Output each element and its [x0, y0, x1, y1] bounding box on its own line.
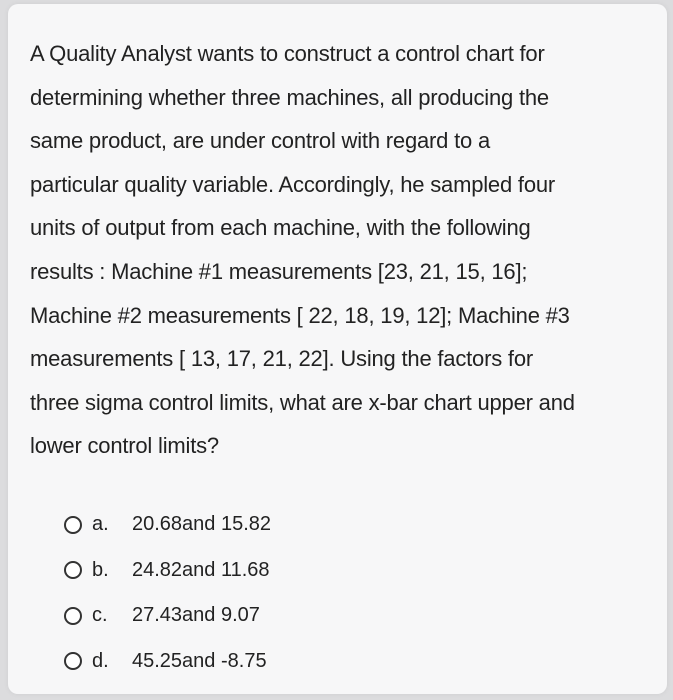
question-line: results : Machine #1 measurements [23, 21, 15, 16]; — [30, 258, 528, 284]
option-letter: c. — [92, 604, 108, 627]
question-line: Machine #2 measurements [ 22, 18, 19, 12]; Machine #3 — [30, 302, 570, 328]
answer-options — [64, 502, 271, 684]
question-line: A Quality Analyst wants to construct a control chart for — [30, 41, 545, 66]
option-text[interactable]: 27.43and 9.07 — [132, 604, 260, 627]
question-line: measurements [ 13, 17, 21, 22]. Using the factors for — [30, 346, 533, 372]
question-card — [8, 4, 667, 694]
option-text[interactable]: 24.82and 11.68 — [132, 558, 270, 581]
option-letter: b. — [92, 558, 109, 581]
radio-button-icon[interactable] — [64, 516, 82, 534]
option-d[interactable] — [64, 639, 271, 685]
question-line: same product, are under control with regard to a — [30, 128, 490, 154]
radio-button-icon[interactable] — [64, 561, 82, 579]
option-letter: d. — [92, 649, 109, 672]
option-text[interactable]: 20.68and 15.82 — [132, 513, 272, 536]
question-line: lower control limits? — [30, 433, 219, 459]
question-line: three sigma control limits, what are x-bar chart upper and — [30, 389, 575, 415]
question-line: determining whether three machines, all producing the — [30, 84, 549, 110]
radio-button-icon[interactable] — [64, 652, 82, 670]
question-line: particular quality variable. Accordingly, he sampled four — [30, 171, 556, 197]
option-a[interactable] — [64, 502, 271, 548]
question-text — [30, 32, 652, 468]
option-b[interactable] — [64, 548, 271, 594]
radio-button-icon[interactable] — [64, 607, 82, 625]
option-c[interactable] — [64, 593, 271, 639]
question-line: units of output from each machine, with the following — [30, 215, 531, 241]
option-letter: a. — [92, 513, 109, 536]
option-text[interactable]: 45.25and -8.75 — [132, 649, 267, 672]
